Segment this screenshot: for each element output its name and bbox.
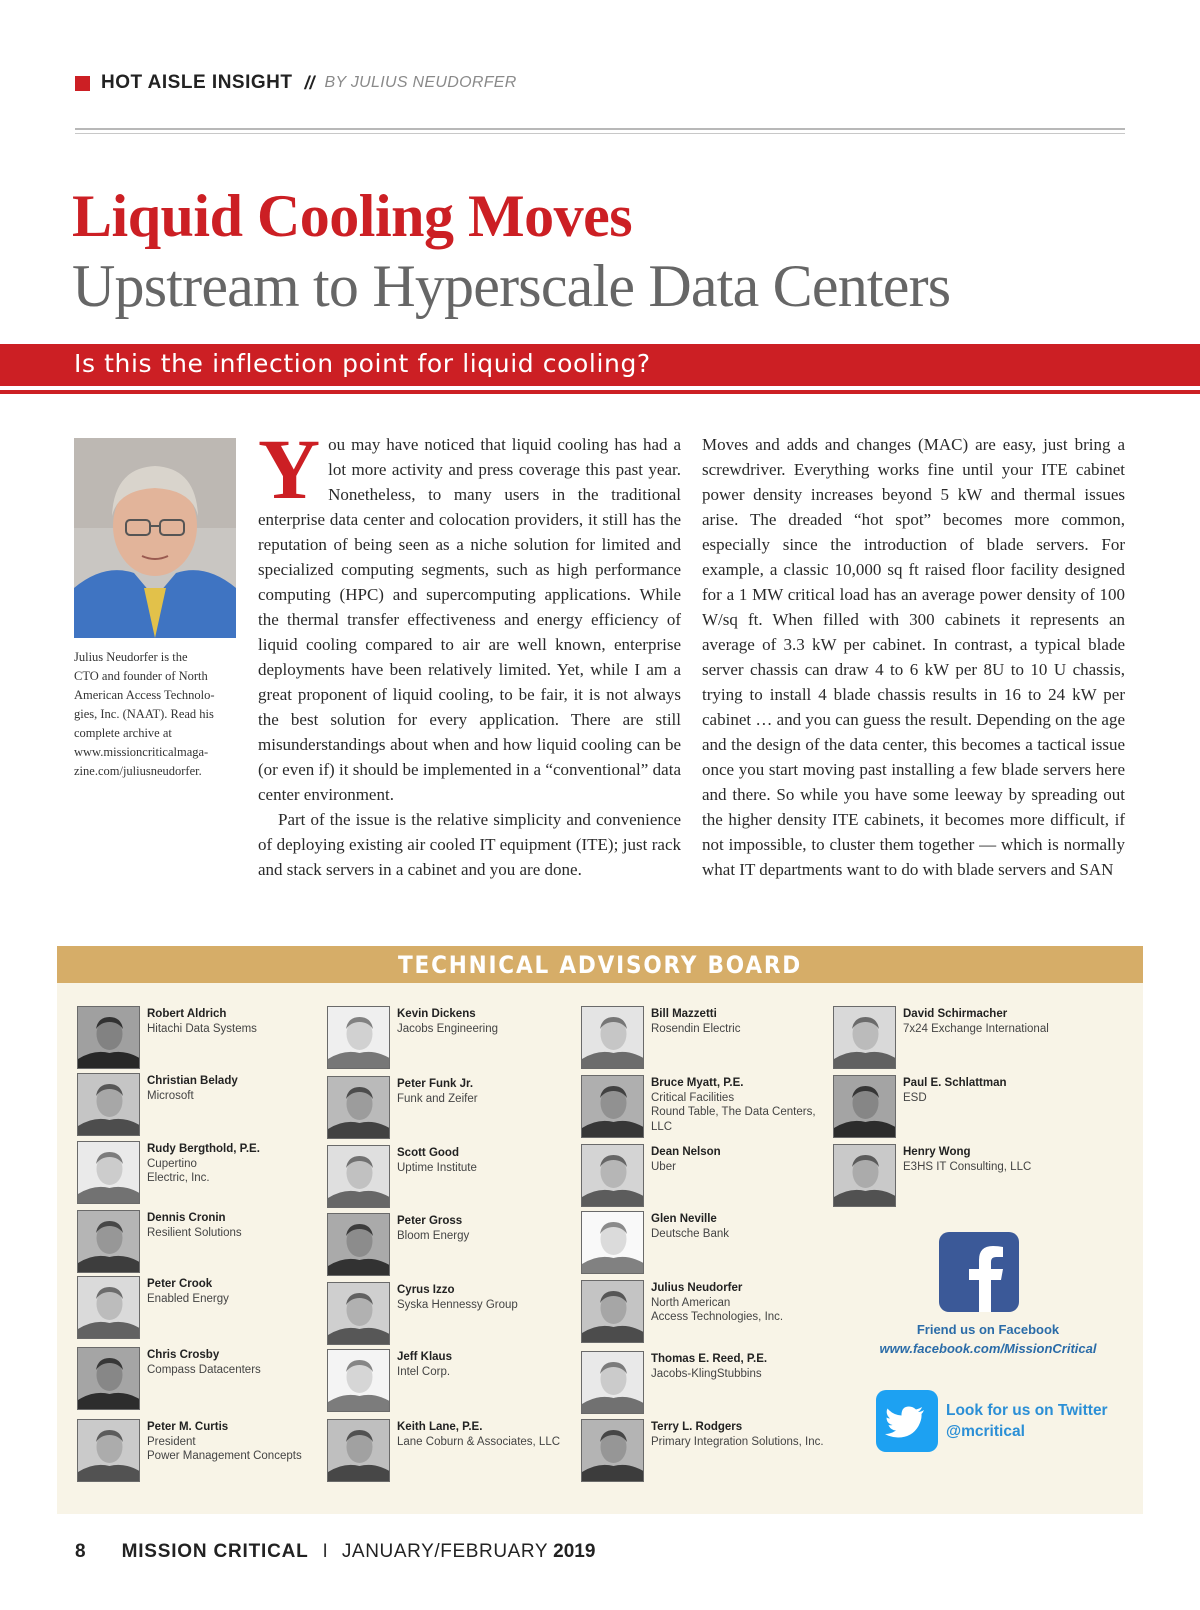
member-affiliation: Compass Datacenters [147, 1363, 261, 1376]
member-name: Kevin Dickens [397, 1008, 476, 1020]
member-affiliation: Jacobs-KlingStubbins [651, 1367, 762, 1380]
member-info [651, 1007, 837, 1036]
article-column-2 [702, 432, 1125, 882]
member-photo [581, 1419, 644, 1482]
section-divider: // [304, 72, 315, 93]
headshot-icon [582, 1007, 644, 1069]
issue-date: JANUARY/FEBRUARY [341, 1541, 549, 1562]
member-photo [327, 1282, 390, 1345]
member-photo [77, 1276, 140, 1339]
member-info [147, 1211, 333, 1240]
member-photo [327, 1006, 390, 1069]
page-number: 8 [75, 1541, 86, 1562]
member-affiliation: 7x24 Exchange International [903, 1022, 1049, 1035]
headshot-icon [328, 1350, 390, 1412]
member-photo [77, 1347, 140, 1410]
headshot-icon [78, 1007, 140, 1069]
member-affiliation: ESD [903, 1091, 927, 1104]
facebook-link[interactable]: www.facebook.com/MissionCritical [879, 1341, 1097, 1356]
headshot-icon [78, 1211, 140, 1273]
twitter-bird-icon[interactable] [876, 1390, 938, 1452]
headshot-icon [328, 1077, 390, 1139]
member-name: Peter M. Curtis [147, 1421, 229, 1433]
member-info [397, 1420, 583, 1449]
member-photo [833, 1075, 896, 1138]
member-info [651, 1281, 837, 1325]
member-info [397, 1350, 583, 1379]
headshot-icon [582, 1212, 644, 1274]
member-name: Jeff Klaus [397, 1351, 452, 1363]
member-photo [327, 1145, 390, 1208]
drop-cap: Y [258, 421, 321, 517]
member-affiliation: Enabled Energy [147, 1292, 229, 1305]
red-square-icon [75, 76, 90, 91]
member-photo [327, 1349, 390, 1412]
article-title-line1: Liquid Cooling Moves [72, 183, 633, 249]
member-name: Peter Gross [397, 1215, 463, 1227]
member-info [903, 1145, 1089, 1174]
headshot-icon [328, 1214, 390, 1276]
member-affiliation: Syska Hennessy Group [397, 1298, 518, 1311]
member-affiliation: E3HS IT Consulting, LLC [903, 1160, 1032, 1173]
member-name: David Schirmacher [903, 1008, 1008, 1020]
member-info [147, 1420, 333, 1464]
facebook-logo-icon [939, 1232, 1019, 1312]
twitter-label: Look for us on Twitter [946, 1402, 1108, 1419]
headshot-icon [582, 1076, 644, 1138]
member-name: Robert Aldrich [147, 1008, 227, 1020]
header-rule [75, 128, 1125, 130]
twitter-logo-icon [876, 1390, 938, 1452]
paragraph-text: ou may have noticed that liquid cooling has had a lot more activity and press coverage this past year. Nonetheless, to many users in the traditional enterprise data center and colocation providers, it still has the reputation of being seen as a niche solution for limited and specialized computing segments, such as high performance computing (HPC) and supercomputing applications. While the thermal transfer effectiveness and energy efficiency of liquid cooling compared to air are well known, enterprise deployments have been relatively limited. Yet, while I am a great proponent of liquid cooling, to be fair, it is not always the best solution for every application. There are still misunderstandings about when and how liquid cooling can be (or even if) it should be implemented in a “conventional” data center environment. [258, 435, 681, 804]
member-info [397, 1146, 583, 1175]
member-photo [581, 1351, 644, 1414]
member-affiliation: Uptime Institute [397, 1161, 477, 1174]
member-info [397, 1283, 583, 1312]
member-name: Scott Good [397, 1147, 459, 1159]
member-info [147, 1348, 333, 1377]
facebook-label: Friend us on Facebook [916, 1322, 1060, 1337]
member-name: Bruce Myatt, P.E. [651, 1077, 744, 1089]
member-name: Dean Nelson [651, 1146, 721, 1158]
headshot-icon [582, 1145, 644, 1207]
headshot-icon [78, 1348, 140, 1410]
headshot-icon [582, 1281, 644, 1343]
member-affiliation: Deutsche Bank [651, 1227, 729, 1240]
headshot-icon [834, 1145, 896, 1207]
member-affiliation: Funk and Zeifer [397, 1092, 478, 1105]
article-title-line2: Upstream to Hyperscale Data Centers [72, 253, 951, 319]
subtitle-banner [0, 344, 1200, 386]
member-affiliation: Jacobs Engineering [397, 1022, 499, 1035]
member-info [651, 1145, 837, 1174]
member-photo [581, 1280, 644, 1343]
banner-rule [0, 390, 1200, 394]
member-info [903, 1007, 1089, 1036]
twitter-handle[interactable]: @mcritical [946, 1423, 1025, 1440]
member-photo [581, 1211, 644, 1274]
headshot-icon [78, 1420, 140, 1482]
member-photo [77, 1419, 140, 1482]
section-label: HOT AISLE INSIGHT [101, 72, 293, 93]
headshot-icon [78, 1277, 140, 1339]
article-column-1 [258, 421, 681, 882]
headshot-icon [78, 1142, 140, 1204]
member-affiliation: Uber [651, 1160, 676, 1173]
headshot-icon [834, 1076, 896, 1138]
member-affiliation: Lane Coburn & Associates, LLC [397, 1435, 561, 1448]
member-photo [327, 1213, 390, 1276]
member-name: Dennis Cronin [147, 1212, 226, 1224]
byline: BY JULIUS NEUDORFER [324, 74, 517, 91]
article-paragraph [258, 421, 681, 807]
member-info [397, 1214, 583, 1243]
member-name: Terry L. Rodgers [651, 1421, 743, 1433]
advisory-board-header [57, 946, 1143, 983]
member-affiliation: Intel Corp. [397, 1365, 451, 1378]
headshot-icon [328, 1283, 390, 1345]
headshot-icon [78, 1074, 140, 1136]
section-header [75, 72, 517, 94]
member-name: Peter Funk Jr. [397, 1078, 474, 1090]
member-info [651, 1352, 837, 1381]
member-name: Julius Neudorfer [651, 1282, 743, 1294]
member-name: Paul E. Schlattman [903, 1077, 1007, 1089]
author-bio: Julius Neudorfer is the CTO and founder of North American Access Technolo- gies, Inc. (NAAT). Read his complete archive at www.missioncriticalmaga- zine.com/juliusneudorfer. [74, 650, 215, 778]
member-info [147, 1074, 333, 1103]
member-affiliation: North American Access Technologies, Inc. [651, 1296, 784, 1323]
member-affiliation: Microsoft [147, 1089, 194, 1102]
article-paragraph: Part of the issue is the relative simplicity and convenience of deploying existing air cooled IT equipment (ITE); just rack and stack servers in a cabinet and you are done. [258, 810, 681, 879]
headshot-icon [328, 1146, 390, 1208]
member-affiliation: President Power Management Concepts [147, 1435, 302, 1462]
headshot-icon [582, 1352, 644, 1414]
member-name: Bill Mazzetti [651, 1008, 717, 1020]
member-photo [327, 1076, 390, 1139]
member-info [147, 1007, 333, 1036]
member-info [397, 1007, 583, 1036]
member-info [397, 1077, 583, 1106]
magazine-name: MISSION CRITICAL [121, 1541, 309, 1562]
member-affiliation: Critical Facilities Round Table, The Data Centers, LLC [651, 1091, 816, 1133]
member-photo [77, 1210, 140, 1273]
member-photo [77, 1006, 140, 1069]
author-portrait-icon [74, 438, 236, 638]
member-info [651, 1212, 837, 1241]
facebook-icon[interactable] [939, 1232, 1019, 1312]
member-name: Glen Neville [651, 1213, 717, 1225]
member-info [903, 1076, 1089, 1105]
member-info [147, 1142, 333, 1186]
member-name: Keith Lane, P.E. [397, 1421, 483, 1433]
member-photo [833, 1006, 896, 1069]
article-paragraph: Moves and adds and changes (MAC) are easy, just bring a screwdriver. Everything works fine until your ITE cabinet power density increases beyond 5 kW and thermal issues arise. The dreaded “hot spot” becomes more common, especially since the introduction of blade servers. For example, a classic 10,000 sq ft raised floor facility designed for a 1 MW critical load has an average power density of 100 W/sq ft. When filled with 300 cabinets it represents an average of 3.3 kW per cabinet. In contrast, a typical blade server chassis can draw 4 to 6 kW per 8U to 10 U chassis, trying to install 4 blade chassis results in 16 to 24 kW per cabinet … and you can guess the result. Depending on the age and the design of the data center, this becomes a tactical issue once you start moving past installing a few blade servers here and there. So while you have some leeway by spreading out the higher density ITE cabinets, it becomes more difficult, if not impossible, to cluster them together — which is normally what IT departments want to do with blade servers and SAN [702, 435, 1125, 879]
member-info [651, 1076, 837, 1134]
author-photo [74, 438, 236, 638]
member-photo [77, 1073, 140, 1136]
member-info [651, 1420, 837, 1449]
member-name: Rudy Bergthold, P.E. [147, 1143, 260, 1155]
member-affiliation: Bloom Energy [397, 1229, 470, 1242]
member-photo [581, 1006, 644, 1069]
member-name: Chris Crosby [147, 1349, 220, 1361]
member-photo [833, 1144, 896, 1207]
member-affiliation: Resilient Solutions [147, 1226, 242, 1239]
member-info [147, 1277, 333, 1306]
member-name: Thomas E. Reed, P.E. [651, 1353, 768, 1365]
member-photo [327, 1419, 390, 1482]
headshot-icon [834, 1007, 896, 1069]
headshot-icon [582, 1420, 644, 1482]
member-name: Henry Wong [903, 1146, 971, 1158]
footer-separator: I [322, 1541, 328, 1562]
headshot-icon [328, 1420, 390, 1482]
page-footer [75, 1541, 595, 1563]
headshot-icon [328, 1007, 390, 1069]
member-photo [581, 1075, 644, 1138]
member-name: Christian Belady [147, 1075, 238, 1087]
member-affiliation: Rosendin Electric [651, 1022, 741, 1035]
issue-year: 2019 [553, 1541, 596, 1562]
advisory-board-title: TECHNICAL ADVISORY BOARD [397, 951, 803, 979]
member-photo [581, 1144, 644, 1207]
member-affiliation: Cupertino Electric, Inc. [147, 1157, 210, 1184]
member-affiliation: Hitachi Data Systems [147, 1022, 257, 1035]
member-name: Cyrus Izzo [397, 1284, 455, 1296]
header-rule-thin [75, 133, 1125, 134]
member-photo [77, 1141, 140, 1204]
article-subtitle: Is this the inflection point for liquid cooling? [74, 349, 651, 378]
member-affiliation: Primary Integration Solutions, Inc. [651, 1435, 824, 1448]
member-name: Peter Crook [147, 1278, 213, 1290]
